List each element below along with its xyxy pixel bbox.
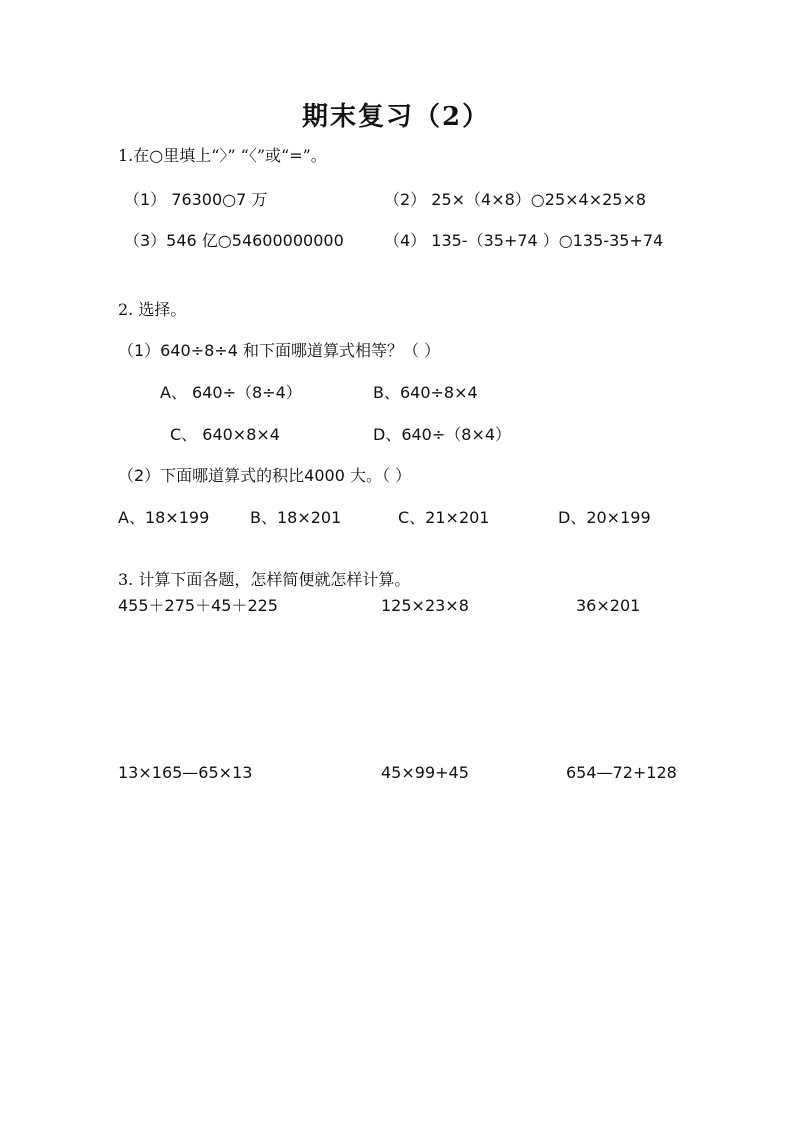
q2-sub1-option-a: A、 640÷（8÷4） — [160, 383, 302, 402]
q2-sub2-option-a: A、18×199 — [118, 508, 210, 527]
q2-sub2-option-b: B、18×201 — [250, 508, 342, 527]
q3-problem-1: 455＋275＋45＋225 — [118, 596, 278, 615]
q1-item-2: （2） 25×（4×8）○25×4×25×8 — [384, 190, 647, 209]
q3-problem-2: 125×23×8 — [381, 596, 469, 615]
q1-item-1: （1） 76300○7 万 — [124, 190, 268, 209]
page-title: 期末复习（2） — [302, 102, 491, 132]
q3-problem-6: 654—72+128 — [566, 763, 677, 782]
q2-sub1-option-d: D、640÷（8×4） — [373, 425, 512, 444]
question-1-heading: 1.在○里填上“〉” “〈”或“=”。 — [118, 146, 327, 165]
q2-sub1-option-c: C、 640×8×4 — [170, 425, 280, 444]
question-3-heading: 3. 计算下面各题，怎样简便就怎样计算。 — [118, 570, 411, 589]
q3-problem-3: 36×201 — [576, 596, 641, 615]
q2-sub2-option-c: C、21×201 — [398, 508, 490, 527]
q3-problem-5: 45×99+45 — [381, 763, 469, 782]
q2-sub1-question: （1）640÷8÷4 和下面哪道算式相等？（ ） — [118, 341, 441, 360]
q1-item-4: （4） 135-（35+74 ）○135-35+74 — [384, 231, 664, 250]
q2-sub2-question: （2）下面哪道算式的积比4000 大。（ ） — [118, 466, 412, 485]
q2-sub2-option-d: D、20×199 — [558, 508, 651, 527]
q3-problem-4: 13×165—65×13 — [118, 763, 253, 782]
q2-sub1-option-b: B、640÷8×4 — [373, 383, 478, 402]
question-2-heading: 2. 选择。 — [118, 300, 187, 319]
q1-item-3: （3）546 亿○54600000000 — [124, 231, 344, 250]
